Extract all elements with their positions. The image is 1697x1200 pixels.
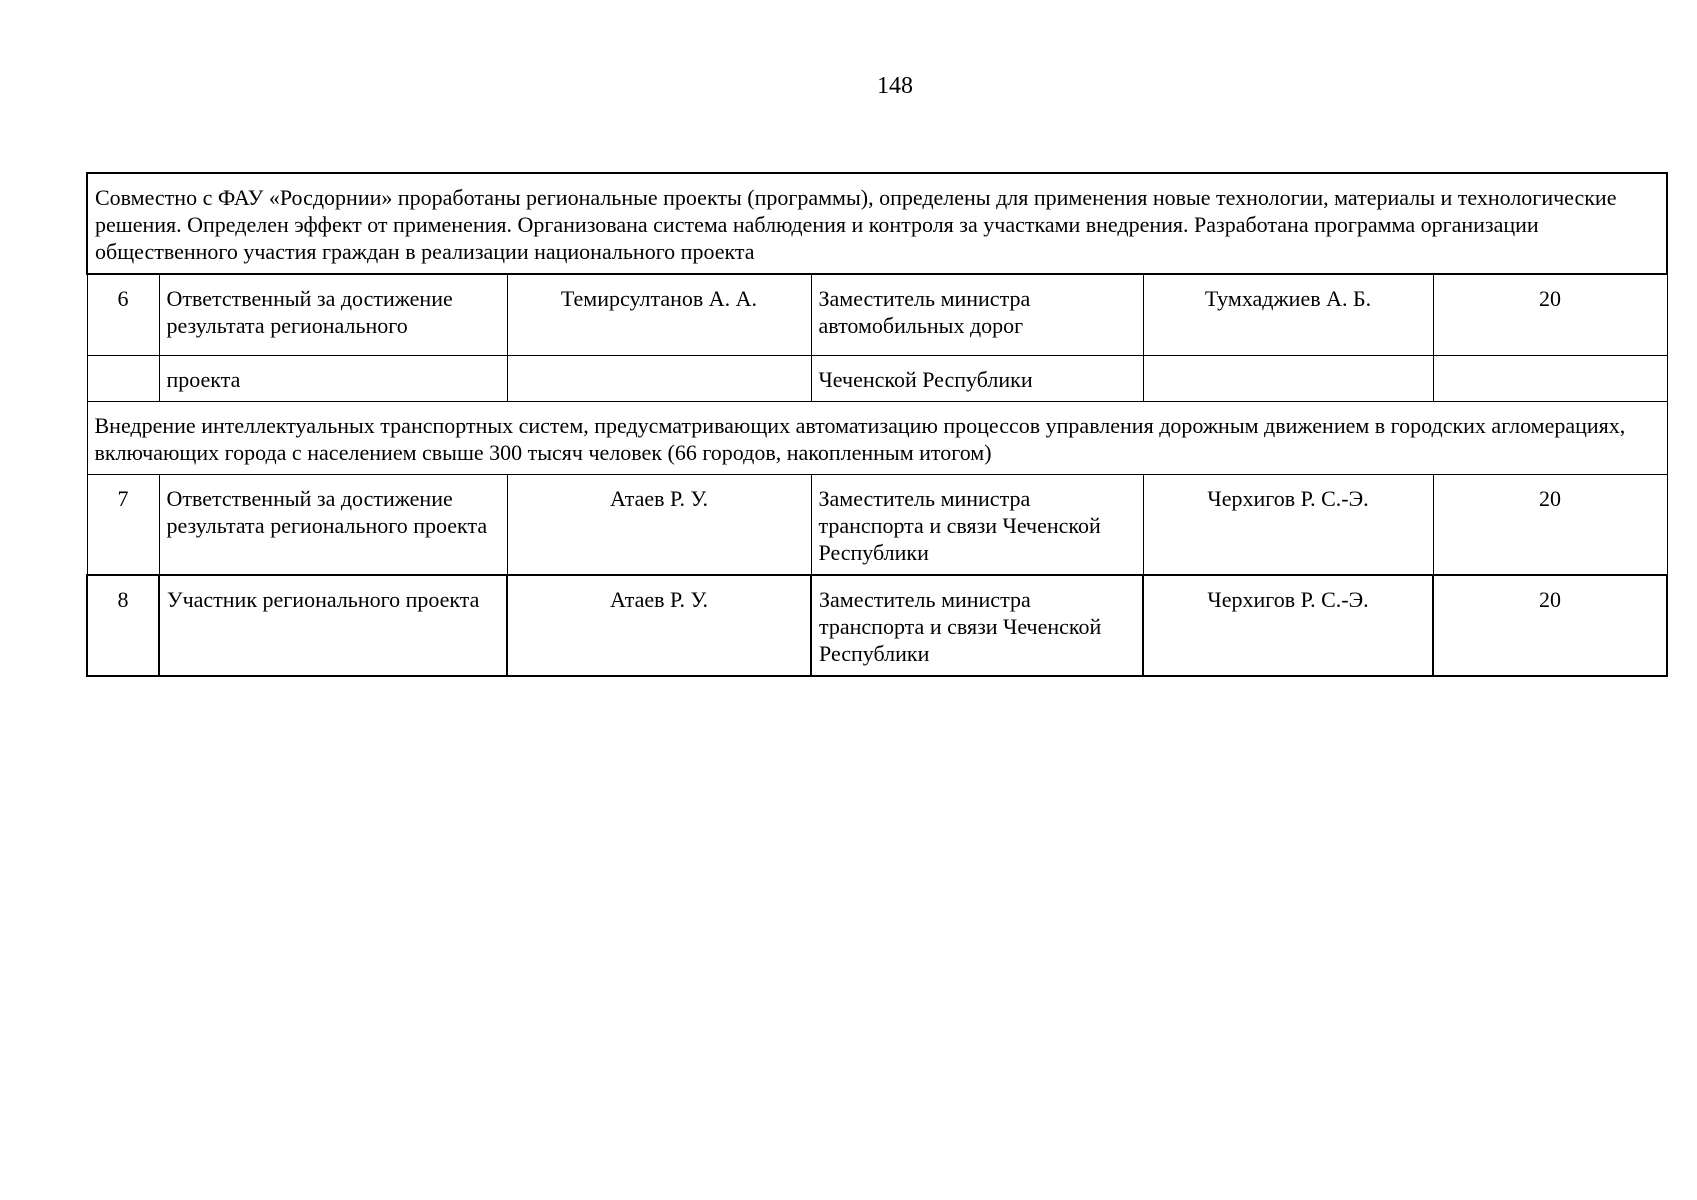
table-row: [87, 356, 1667, 402]
row-number: 8: [87, 575, 159, 676]
section-description: Внедрение интеллектуальных транспортных систем, предусматривающих автоматизацию процессов управления дорожным движением в городских агломерациях, включающих города с населением свыше 300 тысяч человек (66 городов, накопленным итогом): [87, 402, 1667, 475]
role-cell: Ответственный за достижение результата регионального: [159, 274, 507, 356]
table-row: [87, 274, 1667, 356]
position-cell: Заместитель министра транспорта и связи Чеченской Республики: [811, 475, 1143, 576]
table-row: [87, 575, 1667, 676]
position-cell: Чеченской Республики: [811, 356, 1143, 402]
section-description: Совместно с ФАУ «Росдорнии» проработаны региональные проекты (программы), определены для применения новые технологии, материалы и технологические решения. Определен эффект от применения. Организована система наблюдения и контроля за участками внедрения. Разработана программа организации общественного участия граждан в реализации национального проекта: [87, 173, 1667, 274]
value-cell: 20: [1433, 475, 1667, 576]
position-cell: Заместитель министра транспорта и связи Чеченской Республики: [811, 575, 1143, 676]
person-cell: Темирсултанов А. А.: [507, 274, 811, 356]
supervisor-cell: Черхигов Р. С.-Э.: [1143, 575, 1433, 676]
person-cell: Атаев Р. У.: [507, 475, 811, 576]
value-cell: 20: [1433, 274, 1667, 356]
role-cell: проекта: [159, 356, 507, 402]
person-cell: [507, 356, 811, 402]
row-number: [87, 356, 159, 402]
person-cell: Атаев Р. У.: [507, 575, 811, 676]
table-row: [87, 475, 1667, 576]
page-number: 148: [877, 73, 913, 99]
project-participants-table: [86, 172, 1668, 677]
section-row: [87, 173, 1667, 274]
section-row: [87, 402, 1667, 475]
position-cell: Заместитель министра автомобильных дорог: [811, 274, 1143, 356]
value-cell: 20: [1433, 575, 1667, 676]
role-cell: Ответственный за достижение результата регионального проекта: [159, 475, 507, 576]
row-number: 6: [87, 274, 159, 356]
row-number: 7: [87, 475, 159, 576]
value-cell: [1433, 356, 1667, 402]
supervisor-cell: Черхигов Р. С.-Э.: [1143, 475, 1433, 576]
supervisor-cell: [1143, 356, 1433, 402]
supervisor-cell: Тумхаджиев А. Б.: [1143, 274, 1433, 356]
role-cell: Участник регионального проекта: [159, 575, 507, 676]
